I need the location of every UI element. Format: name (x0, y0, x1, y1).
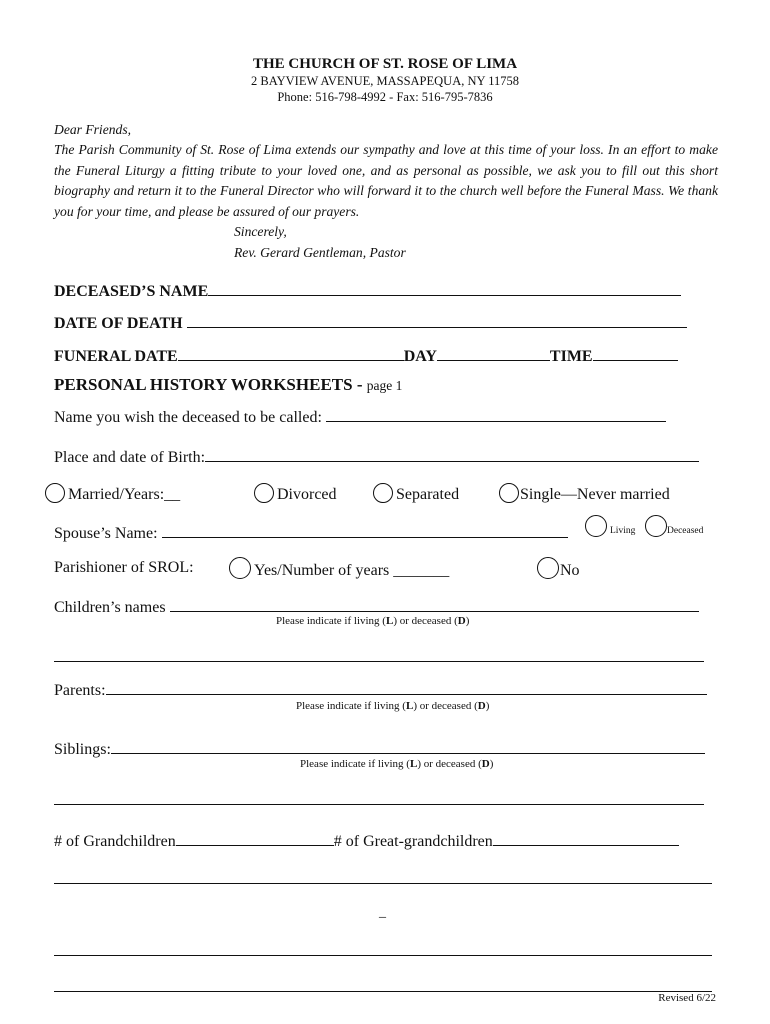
day-line[interactable] (437, 343, 550, 361)
note-text: Please indicate if living ( (276, 615, 386, 627)
parishioner-no-label: No (560, 562, 580, 579)
time-label: TIME (549, 348, 593, 365)
note-l: L (385, 615, 394, 627)
parishioner-no-radio[interactable] (537, 557, 559, 579)
birth-label: Place and date of Birth: (54, 449, 206, 466)
parishioner-label: Parishioner of SROL: (54, 559, 194, 576)
note-text: ) (489, 758, 494, 770)
divorced-radio[interactable] (254, 483, 274, 503)
deceased-name-field[interactable] (54, 278, 681, 301)
note-text: ) or deceased ( (417, 758, 482, 770)
name-called-line[interactable] (326, 406, 666, 422)
separated-option[interactable] (373, 483, 459, 504)
spouse-living-option[interactable] (585, 515, 635, 538)
date-of-death-label: DATE OF DEATH (54, 315, 183, 332)
grandchildren-field[interactable] (54, 830, 679, 851)
note-text: ) (485, 700, 490, 712)
single-option[interactable] (499, 483, 670, 504)
children-extra-line[interactable] (54, 661, 704, 662)
church-address: 2 BAYVIEW AVENUE, MASSAPEQUA, NY 11758 (251, 74, 519, 88)
children-line[interactable] (170, 596, 699, 612)
note-text: ) (465, 615, 470, 627)
grandchildren-label: # of Grandchildren (54, 833, 176, 850)
note-text: Please indicate if living ( (296, 700, 406, 712)
siblings-indicate-note (300, 758, 493, 770)
divorced-option[interactable] (254, 483, 337, 504)
note-l: L (405, 700, 414, 712)
deceased-name-line[interactable] (208, 278, 681, 296)
married-radio[interactable] (45, 483, 65, 503)
living-radio[interactable] (585, 515, 607, 537)
siblings-label: Siblings: (54, 741, 111, 758)
note-text: ) or deceased ( (413, 700, 478, 712)
siblings-extra-line[interactable] (54, 804, 704, 805)
name-called-field[interactable] (54, 406, 666, 427)
children-label: Children’s names (54, 599, 166, 616)
note-d: D (457, 615, 466, 627)
parishioner-yes-label: Yes/Number of years _______ (254, 562, 450, 579)
worksheet-heading-text: PERSONAL HISTORY WORKSHEETS - (54, 375, 363, 394)
parents-line[interactable] (106, 679, 707, 695)
revised-date: Revised 6/22 (658, 992, 716, 1004)
date-of-death-field[interactable] (54, 310, 687, 333)
letter-greeting: Dear Friends, (54, 122, 132, 137)
date-of-death-line[interactable] (187, 310, 687, 328)
extra-line-1[interactable] (54, 883, 712, 884)
separated-radio[interactable] (373, 483, 393, 503)
funeral-date-field[interactable] (54, 343, 678, 366)
note-text: Please indicate if living ( (300, 758, 410, 770)
name-called-label: Name you wish the deceased to be called: (54, 409, 322, 426)
stray-dash: _ (379, 905, 386, 920)
letter-body: The Parish Community of St. Rose of Lima extends our sympathy and love at this time of your loss. In an effort to make the Funeral Liturgy a fitting tribute to your loved one, and as personal as possible, we ask you to fill out this short biography and return it to the Funeral Director who will forward it to the church well before the Funeral Mass. We thank you for your time, and please be assured of our prayers. (54, 142, 718, 219)
funeral-date-label: FUNERAL DATE (54, 348, 178, 365)
single-label: Single—Never married (520, 486, 670, 503)
church-title: THE CHURCH OF ST. ROSE OF LIMA (252, 56, 518, 72)
children-indicate-note (276, 615, 469, 627)
worksheet-page: page 1 (366, 378, 403, 393)
spouse-label: Spouse’s Name: (54, 525, 158, 542)
deceased-label: Deceased (667, 526, 704, 536)
parents-label: Parents: (54, 682, 106, 699)
extra-line-2[interactable] (54, 955, 712, 956)
time-line[interactable] (593, 343, 678, 361)
birth-field[interactable] (54, 446, 699, 467)
spouse-line[interactable] (162, 522, 568, 538)
spouse-deceased-option[interactable] (645, 515, 703, 538)
living-label: Living (610, 526, 636, 536)
note-d: D (477, 700, 486, 712)
church-phone: Phone: 516-798-4992 - Fax: 516-795-7836 (277, 90, 493, 104)
parents-indicate-note (296, 700, 489, 712)
birth-line[interactable] (205, 446, 699, 462)
separated-label: Separated (396, 486, 460, 503)
grandchildren-line[interactable] (176, 830, 334, 846)
married-label: Married/Years:__ (68, 486, 181, 503)
parishioner-yes-radio[interactable] (229, 557, 251, 579)
deceased-name-label: DECEASED’S NAME (54, 283, 209, 300)
siblings-field[interactable] (54, 738, 705, 759)
divorced-label: Divorced (277, 486, 337, 503)
spouse-field[interactable] (54, 522, 568, 543)
parishioner-no-option[interactable] (537, 557, 580, 580)
note-text: ) or deceased ( (393, 615, 458, 627)
note-d: D (481, 758, 490, 770)
single-radio[interactable] (499, 483, 519, 503)
letter-closing: Sincerely, (234, 224, 287, 239)
letter-signature: Rev. Gerard Gentleman, Pastor (234, 245, 406, 260)
parishioner-yes-option[interactable] (229, 557, 449, 580)
parents-field[interactable] (54, 679, 707, 700)
great-grandchildren-label: # of Great-grandchildren (333, 833, 493, 850)
note-l: L (409, 758, 418, 770)
siblings-line[interactable] (111, 738, 705, 754)
worksheet-heading (54, 375, 402, 395)
funeral-date-line[interactable] (178, 343, 404, 361)
married-option[interactable] (45, 483, 180, 504)
children-field[interactable] (54, 596, 699, 617)
day-label: DAY (403, 348, 437, 365)
extra-line-3[interactable] (54, 991, 712, 992)
great-grandchildren-line[interactable] (493, 830, 679, 846)
deceased-radio[interactable] (645, 515, 667, 537)
